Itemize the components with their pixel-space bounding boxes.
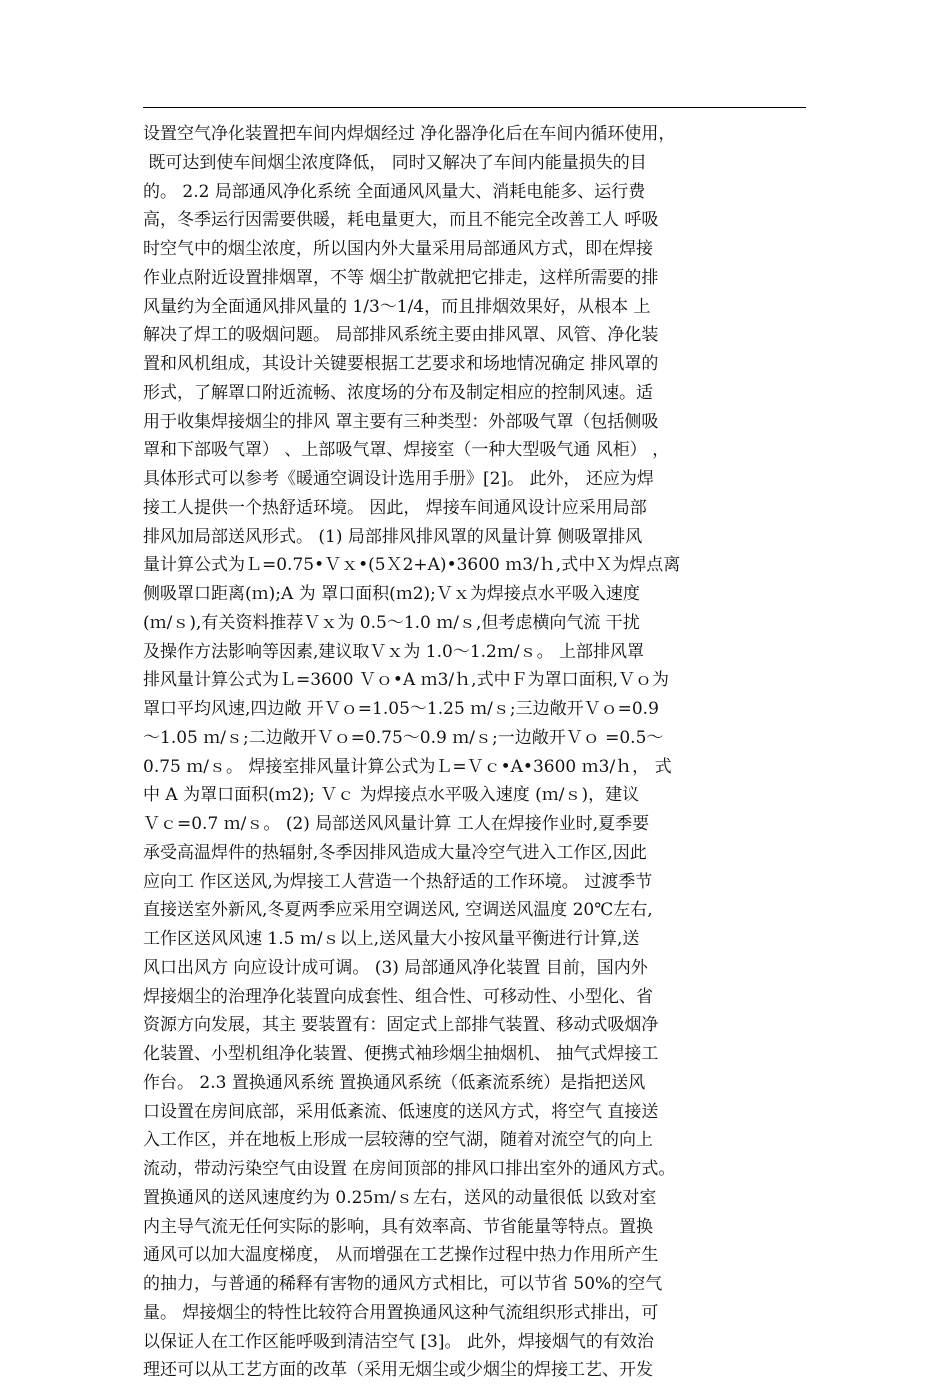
text-line: 排风加局部送风形式。 (1) 局部排风排风罩的风量计算 侧吸罩排风 [143,526,643,547]
text-line: ～1.05 ｍ/ｓ;二边敞开Ｖｏ=0.75～0.9 ｍ/ｓ;一边敞开Ｖｏ =0.5～ [143,727,664,748]
text-line: 应向工 作区送风,为焊接工人营造一个热舒适的工作环境。 过渡季节 [143,871,653,892]
text-line: 入工作区，并在地板上形成一层较薄的空气湖，随着对流空气的向上 [143,1130,653,1151]
text-line: 接工人提供一个热舒适环境。 因此， 焊接车间通风设计应采用局部 [143,497,647,518]
text-line: 中 A 为罩口面积(ｍ2); Ｖｃ 为焊接点水平吸入速度 (ｍ/ｓ)，建议 [143,785,640,806]
text-line: 工作区送风风速 1.5 ｍ/ｓ以上,送风量大小按风量平衡进行计算,送 [143,929,640,949]
text-line: 理还可以从工艺方面的改革（采用无烟尘或少烟尘的焊接工艺、开发 [143,1360,653,1381]
text-line: 置和风机组成，其设计关键要根据工艺要求和场地情况确定 排风罩的 [143,354,659,374]
text-line: 具体形式可以参考《暖通空调设计选用手册》[2]。 此外， 还应为焊 [143,469,654,489]
text-line: 作业点附近设置排烟罩，不等 烟尘扩散就把它排走，这样所需要的排 [143,267,659,288]
text-line: 量。 焊接烟尘的特性比较符合用置换通风这种气流组织形式排出，可 [143,1302,659,1323]
text-line: 设置空气净化装置把车间内焊烟经过 净化器净化后在车间内循环使用， [143,124,676,144]
text-line: 时空气中的烟尘浓度，所以国内外大量采用局部通风方式，即在焊接 [143,239,653,259]
text-line: 侧吸罩口距离(ｍ);A 为 罩口面积(ｍ2);Ｖｘ为焊接点水平吸入速度 [143,584,640,604]
text-line: 口设置在房间底部，采用低紊流、低速度的送风方式，将空气 直接送 [143,1101,659,1122]
text-line: 罩口平均风速,四边敞 开Ｖｏ=1.05～1.25 ｍ/ｓ;三边敞开Ｖｏ=0.9 [143,699,659,719]
text-line: 置换通风的送风速度约为 0.25ｍ/ｓ左右，送风的动量很低 以致对室 [143,1187,657,1208]
text-line: 承受高温焊件的热辐射,冬季因排风造成大量冷空气进入工作区,因此 [143,842,647,863]
text-line: 的抽力，与普通的稀释有害物的通风方式相比，可以节省 50%的空气 [143,1274,663,1294]
text-line: 0.75 ｍ/ｓ。 焊接室排风量计算公式为Ｌ=Ｖｃ•A•3600 ｍ3/ｈ， 式 [143,756,672,777]
text-line: 及操作方法影响等因素,建议取Ｖｘ为 1.0～1.2ｍ/ｓ。 上部排风罩 [143,641,645,662]
text-line: 形式，了解罩口附近流畅、浓度场的分布及制定相应的控制风速。适 [143,382,653,403]
text-line: 资源方向发展，其主 要装置有：固定式上部排气装置、移动式吸烟净 [143,1015,659,1036]
text-line: 高，冬季运行因需要供暖，耗电量更大，而且不能完全改善工人 呼吸 [143,210,659,231]
text-line: 量计算公式为Ｌ=0.75•Ｖｘ•(5Ｘ2+A)•3600 ｍ3/ｈ,式中Ｘ为焊点离 [143,555,681,576]
text-line: 罩和下部吸气罩） 、上部吸气罩、焊接室（一种大型吸气通 风柜） ， [143,440,670,461]
text-line: 通风可以加大温度梯度， 从而增强在工艺操作过程中热力作用所产生 [143,1245,659,1266]
text-line: 作台。 2.3 置换通风系统 置换通风系统（低紊流系统）是指把送风 [143,1072,646,1093]
text-line: 内主导气流无任何实际的影响，具有效率高、节省能量等特点。置换 [143,1216,653,1237]
body-text [143,120,813,1385]
text-line: (ｍ/ｓ),有关资料推荐Ｖｘ为 0.5～1.0 ｍ/ｓ,但考虑横向气流 干扰 [143,612,640,633]
text-line: Ｖｃ=0.7 ｍ/ｓ。 (2) 局部送风风量计算 工人在焊接作业时,夏季要 [143,814,650,834]
text-line: 化装置、小型机组净化装置、便携式袖珍烟尘抽烟机、 抽气式焊接工 [143,1044,659,1064]
text-line: 解决了焊工的吸烟问题。 局部排风系统主要由排风罩、风管、净化装 [143,325,659,346]
text-line: 排风量计算公式为Ｌ=3600 Ｖｏ•A ｍ3/ｈ,式中Ｆ为罩口面积,Ｖｏ为 [143,670,669,691]
text-line: 既可达到使车间烟尘浓度降低， 同时又解决了车间内能量损失的目 [143,152,647,173]
text-line: 的。 2.2 局部通风净化系统 全面通风风量大、消耗电能多、运行费 [143,181,646,202]
header-rule [143,107,806,108]
text-line: 用于收集焊接烟尘的排风 罩主要有三种类型：外部吸气罩（包括侧吸 [143,411,659,432]
text-line: 直接送室外新风,冬夏两季应采用空调送风, 空调送风温度 20℃左右, [143,900,653,921]
text-line: 风口出风方 向应设计成可调。 (3) 局部通风净化装置 目前，国内外 [143,957,648,978]
text-line: 焊接烟尘的治理净化装置向成套性、组合性、可移动性、小型化、省 [143,986,653,1007]
text-line: 风量约为全面通风排风量的 1/3～1/4，而且排烟效果好，从根本 上 [143,296,651,317]
text-line: 以保证人在工作区能呼吸到清洁空气 [3]。 此外，焊接烟气的有效治 [143,1331,654,1352]
text-line: 流动，带动污染空气由设置 在房间顶部的排风口排出室外的通风方式。 [143,1159,676,1179]
